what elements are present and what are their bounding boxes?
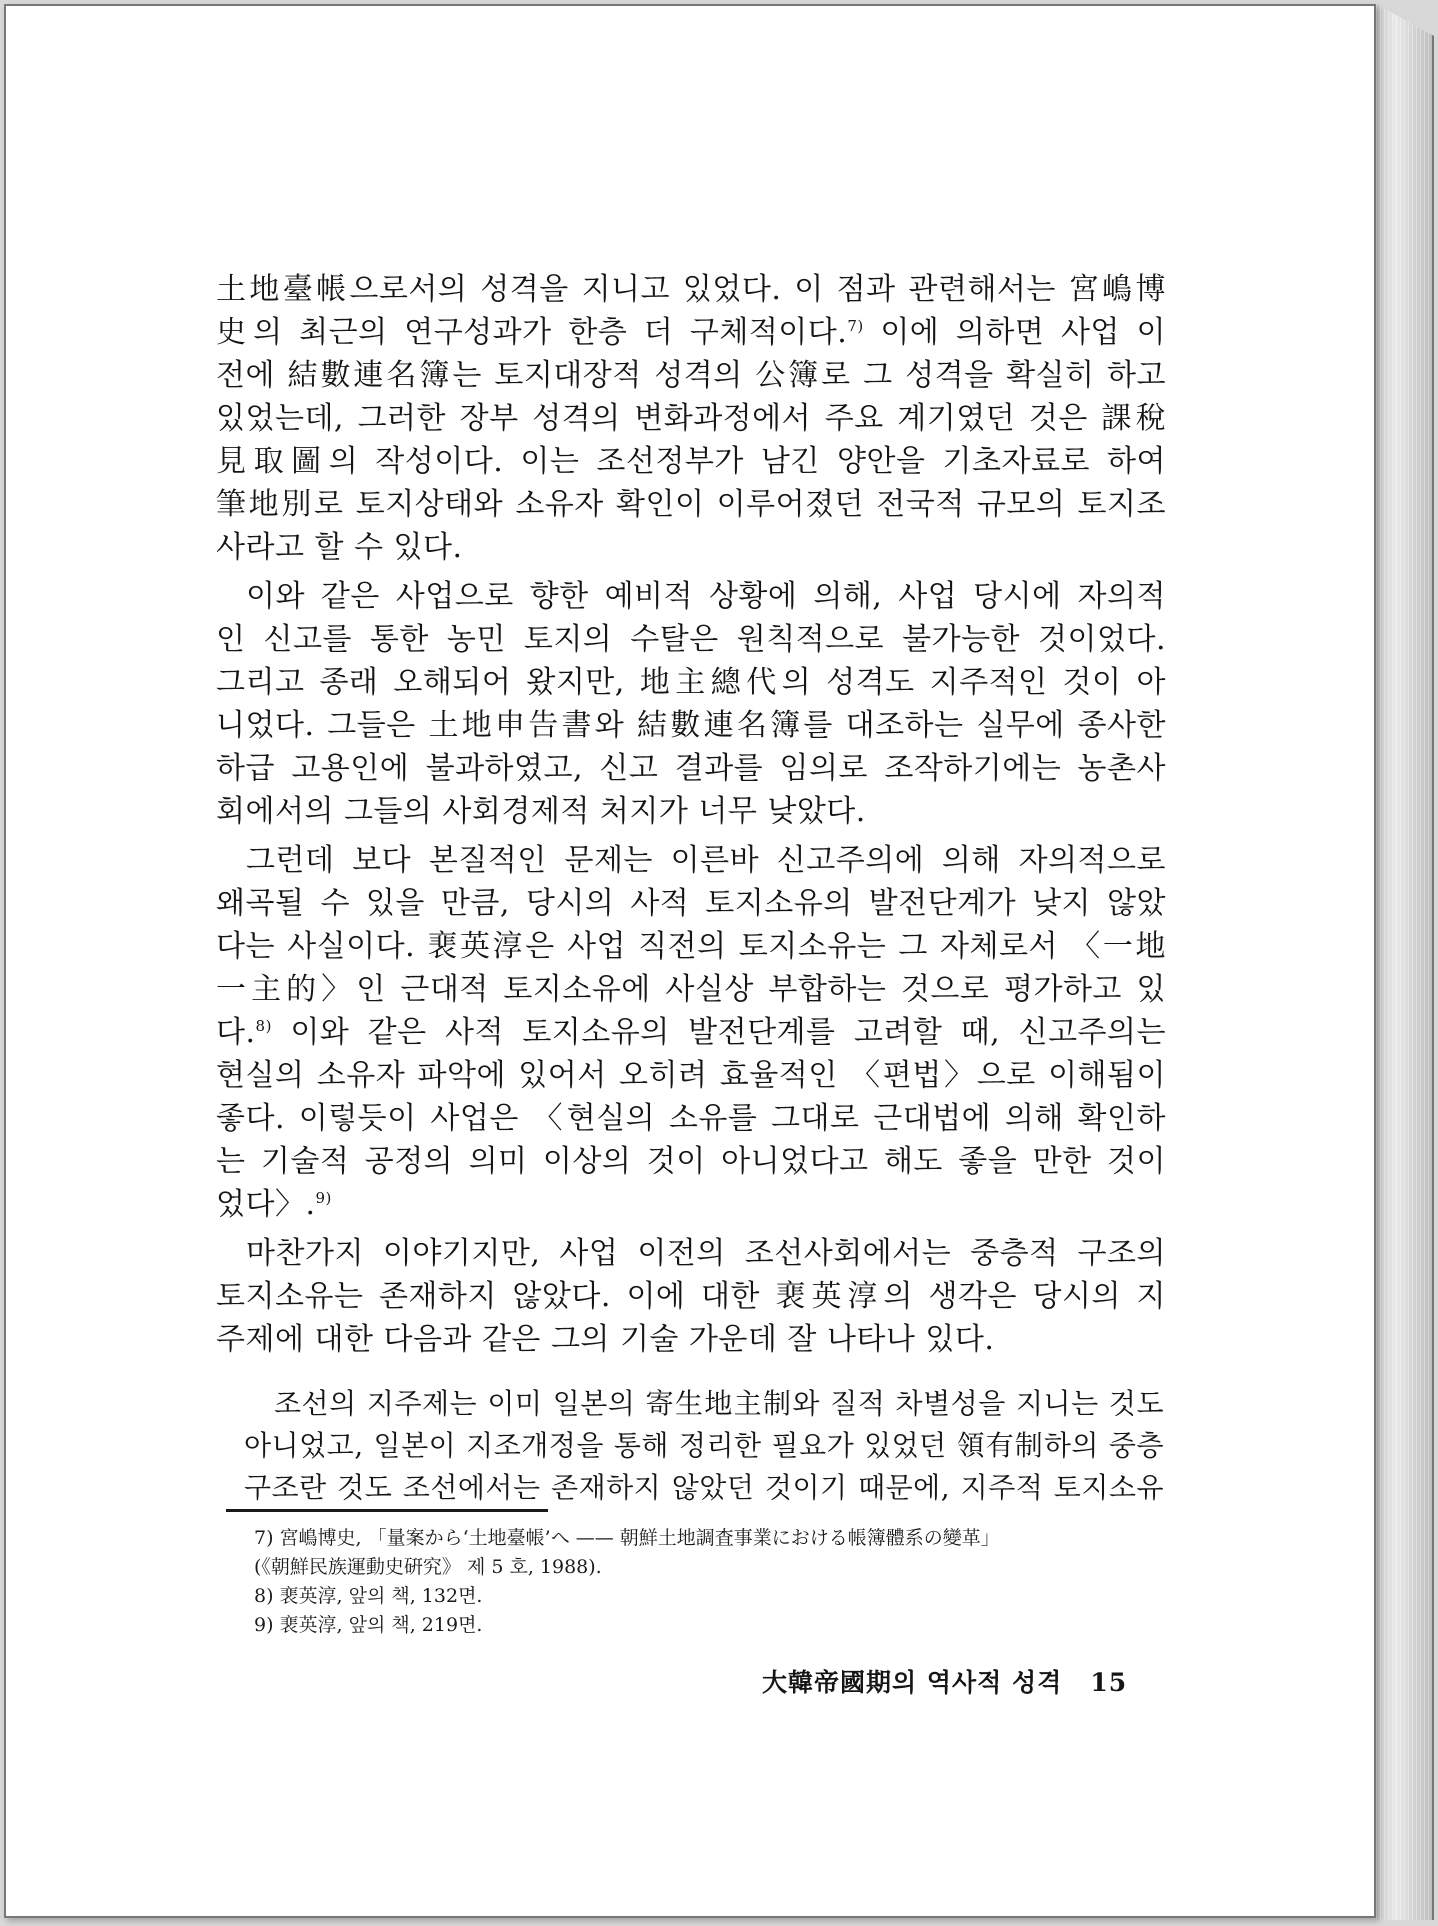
paragraph — [216, 839, 1166, 1226]
text-line: 見取圖의 작성이다. 이는 조선정부가 남긴 양안을 기초자료로 하여 — [216, 444, 1166, 479]
text-line: 하급 고용인에 불과하였고, 신고 결과를 임의로 조작하기에는 농촌사 — [216, 751, 1166, 786]
text-line: 현실의 소유자 파악에 있어서 오히려 효율적인 〈편법〉으로 이해됨이 — [216, 1058, 1166, 1093]
quote-line: 아니었고, 일본이 지조개정을 통해 정리한 필요가 있었던 領有制하의 중층 — [244, 1429, 1164, 1462]
text-line: 史의 최근의 연구성과가 한층 더 구체적이다.$^{7)}$ 이에 의하면 사업 이 — [216, 315, 1166, 350]
text-line: 는 기술적 공정의 의미 이상의 것이 아니었다고 해도 좋을 만한 것이 — [216, 1144, 1166, 1179]
text-line: 왜곡될 수 있을 만큼, 당시의 사적 토지소유의 발전단계가 낮지 않았 — [216, 886, 1166, 921]
running-footer-title: 大韓帝國期의 역사적 성격 — [762, 1668, 1063, 1697]
text-line: 인 신고를 통한 농민 토지의 수탈은 원칙적으로 불가능한 것이었다. — [216, 622, 1166, 657]
footnote-ref: 7) — [847, 317, 864, 335]
text-line: 다는 사실이다. 裵英淳은 사업 직전의 토지소유는 그 자체로서 〈一地 — [216, 929, 1166, 964]
body-text — [216, 268, 1166, 1361]
text-line: 이와 같은 사업으로 향한 예비적 상황에 의해, 사업 당시에 자의적 — [246, 579, 1166, 614]
footnote: 8) 裵英淳, 앞의 책, 132면. — [254, 1585, 483, 1607]
paragraph — [216, 1232, 1166, 1361]
block-quote — [244, 1383, 1164, 1509]
text-line: 다.$^{8)}$ 이와 같은 사적 토지소유의 발전단계를 고려할 때, 신고주의는 — [216, 1015, 1166, 1050]
text-line: 니었다. 그들은 土地申告書와 結數連名簿를 대조하는 실무에 종사한 — [216, 708, 1166, 743]
page-stack-edge — [1376, 4, 1434, 1920]
text-line: 一主的〉인 근대적 토지소유에 사실상 부합하는 것으로 평가하고 있 — [216, 972, 1166, 1007]
text-line: 그리고 종래 오해되어 왔지만, 地主總代의 성격도 지주적인 것이 아 — [216, 665, 1166, 700]
footnote-ref: 8) — [255, 1017, 272, 1035]
text-line: 토지소유는 존재하지 않았다. 이에 대한 裵英淳의 생각은 당시의 지 — [216, 1279, 1166, 1314]
text-line: 筆地別로 토지상태와 소유자 확인이 이루어졌던 전국적 규모의 토지조 — [216, 487, 1166, 522]
quote-line: 조선의 지주제는 이미 일본의 寄生地主制와 질적 차별성을 지니는 것도 — [274, 1387, 1164, 1420]
paragraph — [216, 268, 1166, 569]
running-footer — [762, 1663, 1127, 1699]
page-number: 15 — [1090, 1668, 1128, 1697]
footnote: 9) 裵英淳, 앞의 책, 219면. — [254, 1614, 483, 1636]
footnote: (《朝鮮民族運動史硏究》 제 5 호, 1988). — [254, 1556, 602, 1578]
footnotes — [254, 1524, 1154, 1640]
paragraph — [216, 575, 1166, 833]
text-line: 었다〉.$^{9)}$ — [216, 1187, 332, 1222]
footnote-rule — [226, 1509, 548, 1512]
text-line: 회에서의 그들의 사회경제적 처지가 너무 낮았다. — [216, 794, 866, 829]
document-page — [4, 4, 1376, 1918]
text-line: 주제에 대한 다음과 같은 그의 기술 가운데 잘 나타나 있다. — [216, 1322, 995, 1357]
footnote-ref: 9) — [315, 1189, 332, 1207]
book — [4, 4, 1376, 1918]
text-line: 土地臺帳으로서의 성격을 지니고 있었다. 이 점과 관련해서는 宮嶋博 — [216, 272, 1166, 307]
text-line: 사라고 할 수 있다. — [216, 530, 463, 565]
footnote: 7) 宮嶋博史, 「量案から‘土地臺帳’へ —— 朝鮮土地調査事業における帳簿體系の變革」 — [254, 1527, 1000, 1549]
page-content — [216, 268, 1166, 1509]
text-line: 그런데 보다 본질적인 문제는 이른바 신고주의에 의해 자의적으로 — [246, 843, 1166, 878]
quote-line: 구조란 것도 조선에서는 존재하지 않았던 것이기 때문에, 지주적 토지소유 — [244, 1471, 1164, 1504]
text-line: 좋다. 이렇듯이 사업은 〈현실의 소유를 그대로 근대법에 의해 확인하 — [216, 1101, 1166, 1136]
text-line: 전에 結數連名簿는 토지대장적 성격의 公簿로 그 성격을 확실히 하고 — [216, 358, 1166, 393]
text-line: 있었는데, 그러한 장부 성격의 변화과정에서 주요 계기였던 것은 課稅 — [216, 401, 1166, 436]
text-line: 마찬가지 이야기지만, 사업 이전의 조선사회에서는 중층적 구조의 — [246, 1236, 1166, 1271]
